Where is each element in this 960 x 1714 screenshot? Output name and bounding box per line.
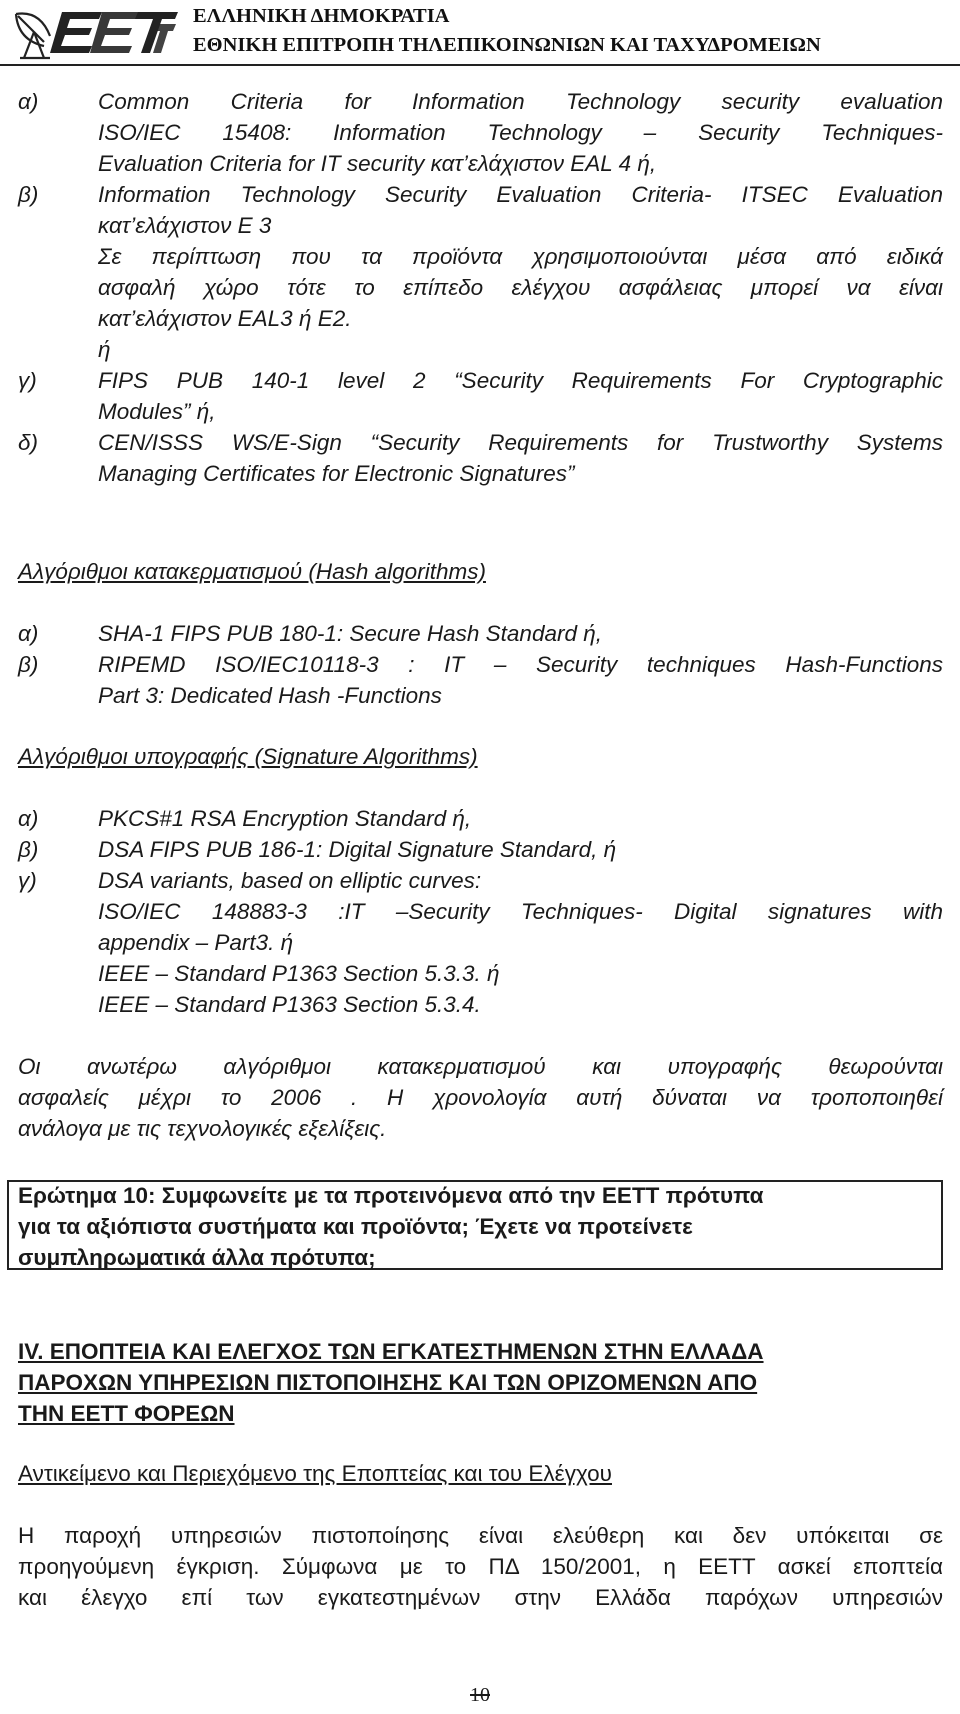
standard-a-line-2: ISO/IEC 15408: Information Technology – Security Techniques- xyxy=(98,120,943,145)
item-label: α) xyxy=(18,806,39,831)
signature-a-text: PKCS#1 RSA Encryption Standard ή, xyxy=(98,806,472,831)
signature-b-text: DSA FIPS PUB 186-1: Digital Signature Standard, ή xyxy=(98,837,617,862)
item-label: α) xyxy=(18,621,39,646)
or-separator: ή xyxy=(98,337,111,362)
standard-a-line-3: Evaluation Criteria for IT security κατ’ελάχιστον EAL 4 ή, xyxy=(98,151,657,176)
question-line-2: για τα αξιόπιστα συστήματα και προϊόντα; Έχετε να προτείνετε xyxy=(18,1214,693,1239)
section-title-line-3: ΤΗΝ ΕΕΤΤ ΦΟΡΕΩΝ xyxy=(18,1401,235,1426)
hash-b-line-2: Part 3: Dedicated Hash -Functions xyxy=(98,683,442,708)
organization-title: ΕΘΝΙΚΗ ΕΠΙΤΡΟΠΗ ΤΗΛΕΠΙΚΟΙΝΩΝΙΩΝ ΚΑΙ ΤΑΧΥΔΡΟΜΕΙΩΝ xyxy=(193,34,821,56)
signature-c-line-5: IEEE – Standard P1363 Section 5.3.4. xyxy=(98,992,481,1017)
standard-b-line-1: Information Technology Security Evaluation Criteria- ITSEC Evaluation xyxy=(98,182,943,207)
note-line-1: Οι ανωτέρω αλγόριθμοι κατακερματισμού και υπογραφής θεωρούνται xyxy=(18,1054,943,1079)
signature-c-line-1: DSA variants, based on elliptic curves: xyxy=(98,868,482,893)
item-label: δ) xyxy=(18,430,38,455)
section-body xyxy=(18,1520,943,1613)
validity-note xyxy=(18,1051,943,1144)
item-label: β) xyxy=(18,652,39,677)
question-line-3: συμπληρωματικά άλλα πρότυπα; xyxy=(18,1245,376,1270)
standard-b-line-5: κατ’ελάχιστον EAL3 ή E2. xyxy=(98,306,352,331)
note-line-2: ασφαλείς μέχρι το 2006 . Η χρονολογία αυτή δύναται να τροποποιηθεί xyxy=(18,1085,943,1110)
hash-heading: Αλγόριθμοι κατακερματισμού (Hash algorithms) xyxy=(18,559,486,584)
standard-d-line-1: CEN/ISSS WS/E-Sign “Security Requirements for Trustworthy Systems xyxy=(98,430,943,455)
note-line-3: ανάλογα με τις τεχνολογικές εξελίξεις. xyxy=(18,1116,387,1141)
standard-d-line-2: Managing Certificates for Electronic Signatures” xyxy=(98,461,575,486)
section-title-line-2: ΠΑΡΟΧΩΝ ΥΠΗΡΕΣΙΩΝ ΠΙΣΤΟΠΟΙΗΣΗΣ ΚΑΙ ΤΩΝ ΟΡΙΖΟΜΕΝΩΝ ΑΠΟ xyxy=(18,1370,758,1395)
section-subheading: Αντικείμενο και Περιεχόμενο της Εποπτείας και του Ελέγχου xyxy=(18,1461,612,1486)
body-line-2: προηγούμενη έγκριση. Σύμφωνα με το ΠΔ 150/2001, η ΕΕΤΤ ασκεί εποπτεία xyxy=(18,1554,943,1579)
header-divider xyxy=(0,64,960,66)
standard-b-line-4: ασφαλή χώρο τότε το επίπεδο ελέγχου ασφάλειας μπορεί να είναι xyxy=(98,275,943,300)
section-title xyxy=(18,1336,943,1429)
standard-a-line-1: Common Criteria for Information Technology security evaluation xyxy=(98,89,943,114)
section-title-line-1: IV. ΕΠΟΠΤΕΙΑ ΚΑΙ ΕΛΕΓΧΟΣ ΤΩΝ ΕΓΚΑΤΕΣΤΗΜΕΝΩΝ ΣΤΗΝ ΕΛΛΑΔΑ xyxy=(18,1339,764,1364)
consultation-question xyxy=(18,1180,928,1273)
hash-b-line-1: RIPEMD ISO/IEC10118-3 : IT – Security techniques Hash-Functions xyxy=(98,652,943,677)
standard-b-line-2: κατ’ελάχιστον E 3 xyxy=(98,213,272,238)
item-label: γ) xyxy=(18,368,37,393)
item-label: α) xyxy=(18,89,39,114)
item-label: β) xyxy=(18,837,39,862)
item-label: γ) xyxy=(18,868,37,893)
question-line-1: Ερώτημα 10: Συμφωνείτε με τα προτεινόμενα από την ΕΕΤΤ πρότυπα xyxy=(18,1183,764,1208)
hash-a-text: SHA-1 FIPS PUB 180-1: Secure Hash Standard ή, xyxy=(98,621,602,646)
satellite-dish-icon xyxy=(16,13,50,58)
body-line-3: και έλεγχο επί των εγκατεστημένων στην Ελλάδα παρόχων υπηρεσιών xyxy=(18,1585,943,1610)
page-number: 10 xyxy=(470,1684,490,1706)
standard-c-line-1: FIPS PUB 140-1 level 2 “Security Requirements For Cryptographic xyxy=(98,368,943,393)
svg-text:ΕΕΤΤ: ΕΕΤΤ xyxy=(10,2,13,3)
eett-logo xyxy=(10,2,180,60)
signature-heading: Αλγόριθμοι υπογραφής (Signature Algorithms) xyxy=(18,744,478,769)
standard-c-line-2: Modules” ή, xyxy=(98,399,216,424)
signature-c-line-2: ISO/IEC 148883-3 :IT –Security Techniques- Digital signatures with xyxy=(98,899,943,924)
signature-c-line-4: IEEE – Standard P1363 Section 5.3.3. ή xyxy=(98,961,500,986)
signature-c-line-3: appendix – Part3. ή xyxy=(98,930,294,955)
standard-b-line-3: Σε περίπτωση που τα προϊόντα χρησιμοποιούνται μέσα από ειδικά xyxy=(98,244,943,269)
letterhead xyxy=(0,0,960,62)
body-line-1: Η παροχή υπηρεσιών πιστοποίησης είναι ελεύθερη και δεν υπόκειται σε xyxy=(18,1523,943,1548)
country-title: ΕΛΛΗΝΙΚΗ ΔΗΜΟΚΡΑΤΙΑ xyxy=(193,5,450,27)
item-label: β) xyxy=(18,182,39,207)
